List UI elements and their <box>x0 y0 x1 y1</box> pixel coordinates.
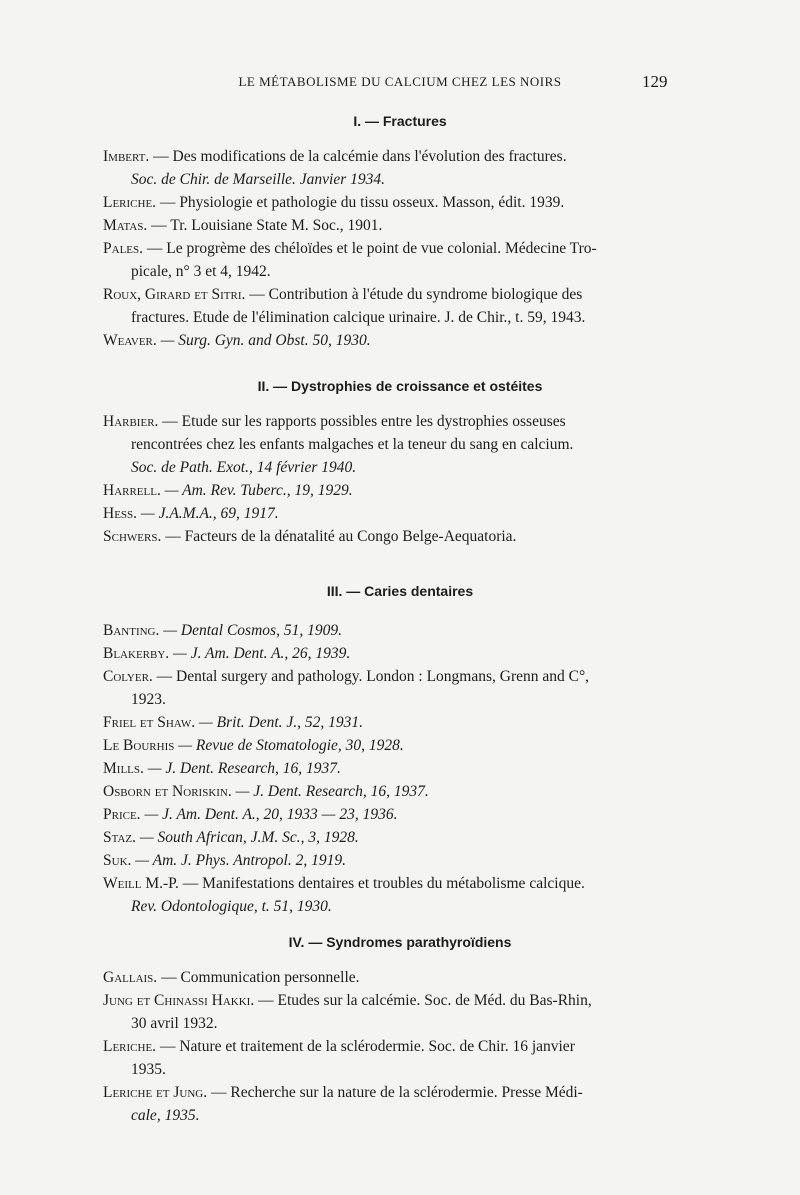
section-title-dystrophies: II. — Dystrophies de croissance et ostéites <box>257 378 543 394</box>
reference-entry: Hess. — J.A.M.A., 69, 1917. <box>103 505 279 522</box>
reference-continuation: Rev. Odontologique, t. 51, 1930. <box>131 898 332 915</box>
running-header: LE MÉTABOLISME DU CALCIUM CHEZ LES NOIRS <box>238 74 562 89</box>
reference-continuation: 30 avril 1932. <box>131 1015 218 1032</box>
reference-entry: Roux, Girard et Sitri. — Contribution à l'étude du syndrome biologique des <box>103 286 583 303</box>
reference-continuation: rencontrées chez les enfants malgaches et la teneur du sang en calcium. <box>131 436 574 453</box>
reference-entry: Schwers. — Facteurs de la dénatalité au Congo Belge-Aequatoria. <box>103 528 517 545</box>
reference-continuation: picale, n° 3 et 4, 1942. <box>131 263 271 280</box>
reference-continuation: cale, 1935. <box>131 1107 200 1124</box>
section-title-caries: III. — Caries dentaires <box>326 583 474 599</box>
reference-entry: Colyer. — Dental surgery and pathology. London : Longmans, Grenn and C°, <box>103 668 590 685</box>
section-title-fractures: I. — Fractures <box>353 113 447 129</box>
reference-entry: Pales. — Le progrème des chéloïdes et le point de vue colonial. Médecine Tro- <box>103 240 597 257</box>
reference-entry: Friel et Shaw. — Brit. Dent. J., 52, 1931. <box>103 714 364 731</box>
reference-continuation: Soc. de Path. Exot., 14 février 1940. <box>131 459 357 476</box>
reference-continuation: fractures. Etude de l'élimination calcique urinaire. J. de Chir., t. 59, 1943. <box>131 309 586 326</box>
reference-continuation: Soc. de Chir. de Marseille. Janvier 1934. <box>131 171 385 188</box>
reference-entry: Imbert. — Des modifications de la calcémie dans l'évolution des fractures. <box>103 148 567 165</box>
page-number: 129 <box>642 72 668 91</box>
reference-entry: Price. — J. Am. Dent. A., 20, 1933 — 23, 1936. <box>103 806 398 823</box>
reference-entry: Banting. — Dental Cosmos, 51, 1909. <box>103 622 342 639</box>
section-title-parathyroid: IV. — Syndromes parathyroïdiens <box>288 934 512 950</box>
reference-entry: Jung et Chinassi Hakki. — Etudes sur la calcémie. Soc. de Méd. du Bas-Rhin, <box>103 992 592 1009</box>
reference-entry: Leriche et Jung. — Recherche sur la nature de la sclérodermie. Presse Médi- <box>103 1084 583 1101</box>
reference-entry: Weaver. — Surg. Gyn. and Obst. 50, 1930. <box>103 332 371 349</box>
reference-entry: Staz. — South African, J.M. Sc., 3, 1928. <box>103 829 359 846</box>
reference-entry: Gallais. — Communication personnelle. <box>103 969 360 986</box>
reference-entry: Le Bourhis — Revue de Stomatologie, 30, 1928. <box>103 737 404 754</box>
reference-continuation: 1923. <box>131 691 166 708</box>
reference-continuation: 1935. <box>131 1061 166 1078</box>
reference-entry: Suk. — Am. J. Phys. Antropol. 2, 1919. <box>103 852 346 869</box>
reference-entry: Leriche. — Physiologie et pathologie du tissu osseux. Masson, édit. 1939. <box>103 194 565 211</box>
reference-entry: Blakerby. — J. Am. Dent. A., 26, 1939. <box>103 645 351 662</box>
reference-entry: Harbier. — Etude sur les rapports possibles entre les dystrophies osseuses <box>103 413 566 430</box>
reference-entry: Harrell. — Am. Rev. Tuberc., 19, 1929. <box>103 482 353 499</box>
reference-entry: Leriche. — Nature et traitement de la sclérodermie. Soc. de Chir. 16 janvier <box>103 1038 575 1055</box>
reference-entry: Osborn et Noriskin. — J. Dent. Research, 16, 1937. <box>103 783 429 800</box>
reference-entry: Weill M.-P. — Manifestations dentaires et troubles du métabolisme calcique. <box>103 875 585 892</box>
reference-entry: Mills. — J. Dent. Research, 16, 1937. <box>103 760 341 777</box>
reference-entry: Matas. — Tr. Louisiane State M. Soc., 1901. <box>103 217 383 234</box>
